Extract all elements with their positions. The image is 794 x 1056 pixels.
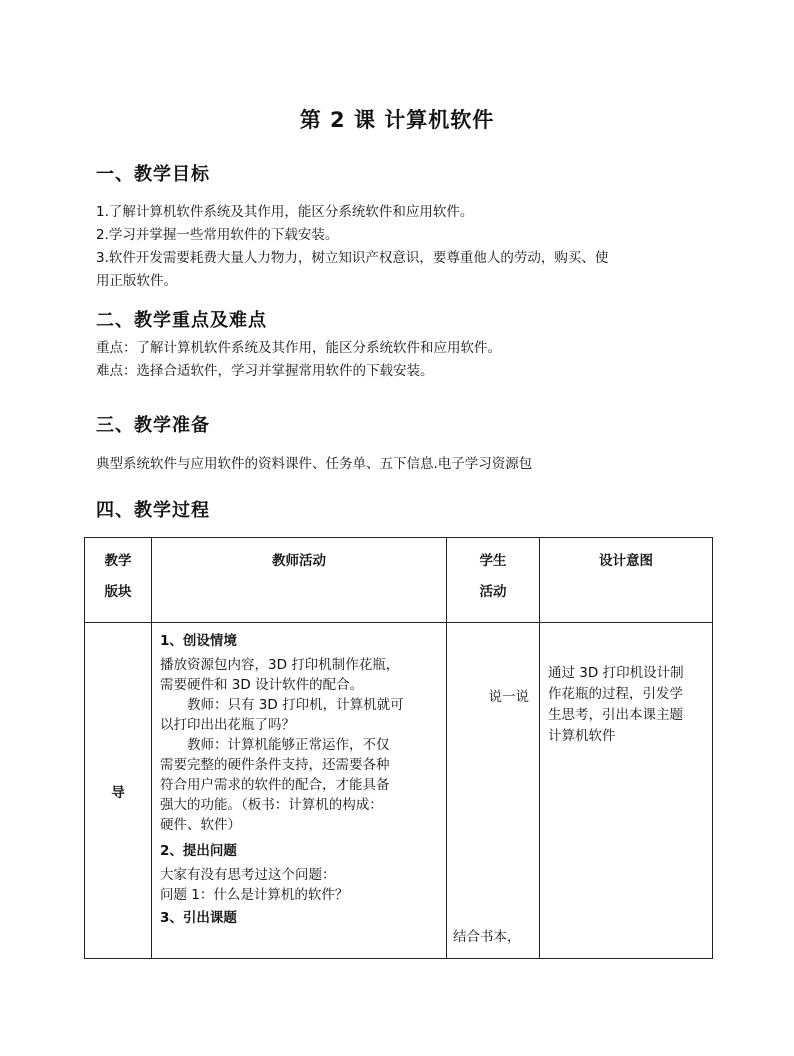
heading-key-points: 二、教学重点及难点 xyxy=(96,310,267,331)
heading-objectives: 一、教学目标 xyxy=(96,164,210,185)
preparation-text: 典型系统软件与应用软件的资料课件、任务单、五下信息.电子学习资源包 xyxy=(96,456,533,472)
student-activity-text: 说一说 xyxy=(488,689,529,705)
step-title: 2、提出问题 xyxy=(160,843,237,859)
objective-item: 2.学习并掌握一些常用软件的下载安装。 xyxy=(96,227,339,243)
step-title: 3、引出课题 xyxy=(160,910,237,926)
header-design: 设计意图 xyxy=(540,538,713,623)
student-activity xyxy=(447,623,540,959)
table-row xyxy=(85,623,713,959)
objective-item: 1.了解计算机软件系统及其作用，能区分系统软件和应用软件。 xyxy=(96,204,474,220)
student-activity-text: 结合书本， xyxy=(453,929,521,945)
block-label: 导 xyxy=(85,623,152,959)
header-student: 学生 活动 xyxy=(447,538,540,623)
lesson-title: 第 2 课 计算机软件 xyxy=(299,108,495,132)
header-teacher: 教师活动 xyxy=(152,538,447,623)
design-intent: 通过 3D 打印机设计制 作花瓶的过程，引发学 生思考，引出本课主题 计算机软件 xyxy=(540,623,713,959)
step-title: 1、创设情境 xyxy=(160,633,237,649)
objectives-list xyxy=(96,201,706,293)
heading-preparation: 三、教学准备 xyxy=(96,415,210,436)
process-table xyxy=(84,537,713,959)
difficulty-item: 难点：选择合适软件，学习并掌握常用软件的下载安装。 xyxy=(96,363,434,379)
key-points-list xyxy=(96,337,706,383)
objective-item: 用正版软件。 xyxy=(96,273,177,289)
table-header-row xyxy=(85,538,713,623)
heading-process: 四、教学过程 xyxy=(96,500,210,521)
key-point-item: 重点：了解计算机软件系统及其作用，能区分系统软件和应用软件。 xyxy=(96,340,501,356)
header-block: 教学 版块 xyxy=(85,538,152,623)
teacher-activity: 1、创设情境 播放资源包内容，3D 打印机制作花瓶， 需要硬件和 3D 设计软件的配合。 教师：只有 3D 打印机，计算机就可 以打印出出花瓶了吗？ 教师：计算机能够正常运作，不仅 需要完整的硬件条件支持，还需要各种 符合用户需求的软件的配合，才能具备 强大的功能。（板书：计算机的构成： 硬件、软件） 2、提出问题 大家有没有思考过这个问题： 问题 1：什么是计算机的软件？ 3、引出课题 xyxy=(152,623,447,959)
objective-item: 3.软件开发需要耗费大量人力物力，树立知识产权意识，要尊重他人的劳动，购买、使 xyxy=(96,250,609,266)
